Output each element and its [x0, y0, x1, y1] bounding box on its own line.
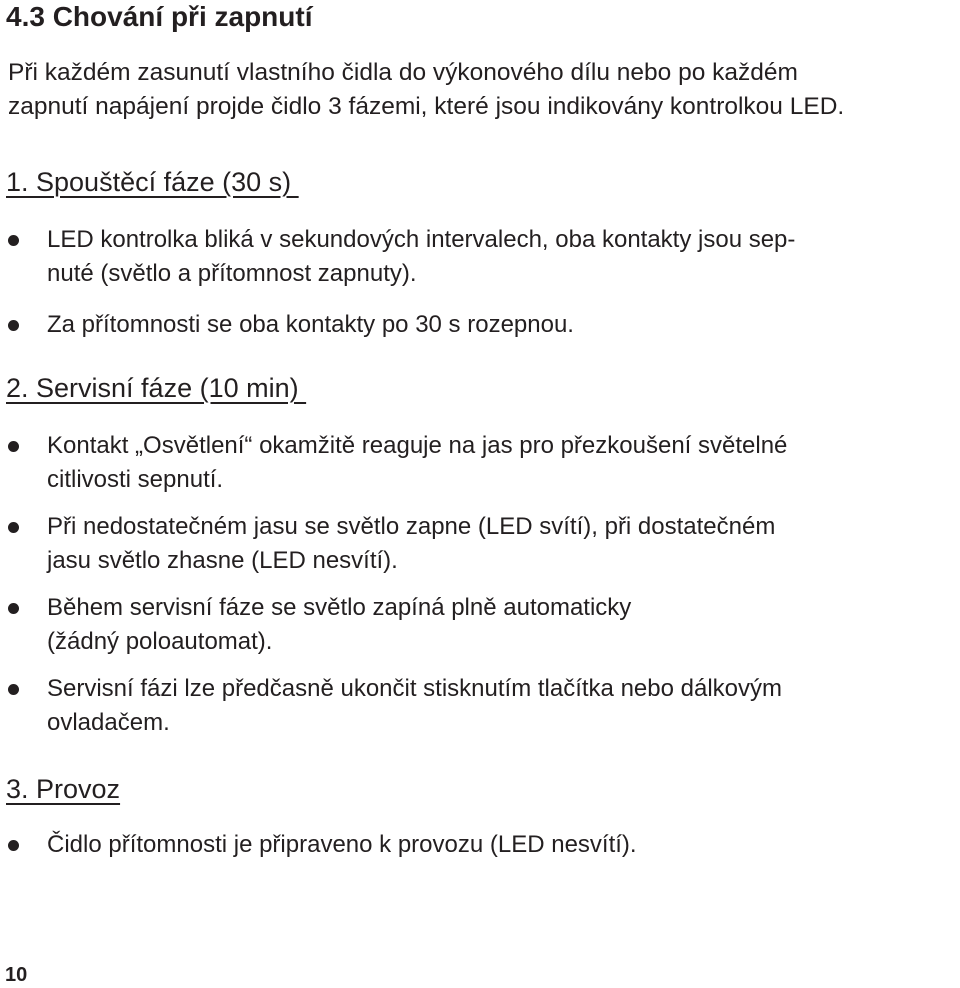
section-title: 4.3 Chování při zapnutí [6, 1, 313, 32]
bullet-icon [8, 235, 19, 246]
page-number: 10 [5, 964, 28, 986]
bullet-icon [8, 522, 19, 533]
bullet-icon [8, 603, 19, 614]
intro-line: zapnutí napájení projde čidlo 3 fázemi, které jsou indikovány kontrolkou LED. [8, 93, 845, 120]
intro-line: Při každém zasunutí vlastního čidla do výkonového dílu nebo po každém [8, 59, 798, 86]
phase-2-heading: 2. Servisní fáze (10 min) [6, 373, 307, 403]
bullet-icon [8, 441, 19, 452]
intro-paragraph [8, 56, 844, 124]
bullet-icon [8, 320, 19, 331]
bullet-icon [8, 840, 19, 851]
phase-1-heading: 1. Spouštěcí fáze (30 s) [6, 167, 299, 197]
bullet-icon [8, 684, 19, 695]
phase-3-heading: 3. Provoz [6, 774, 121, 804]
